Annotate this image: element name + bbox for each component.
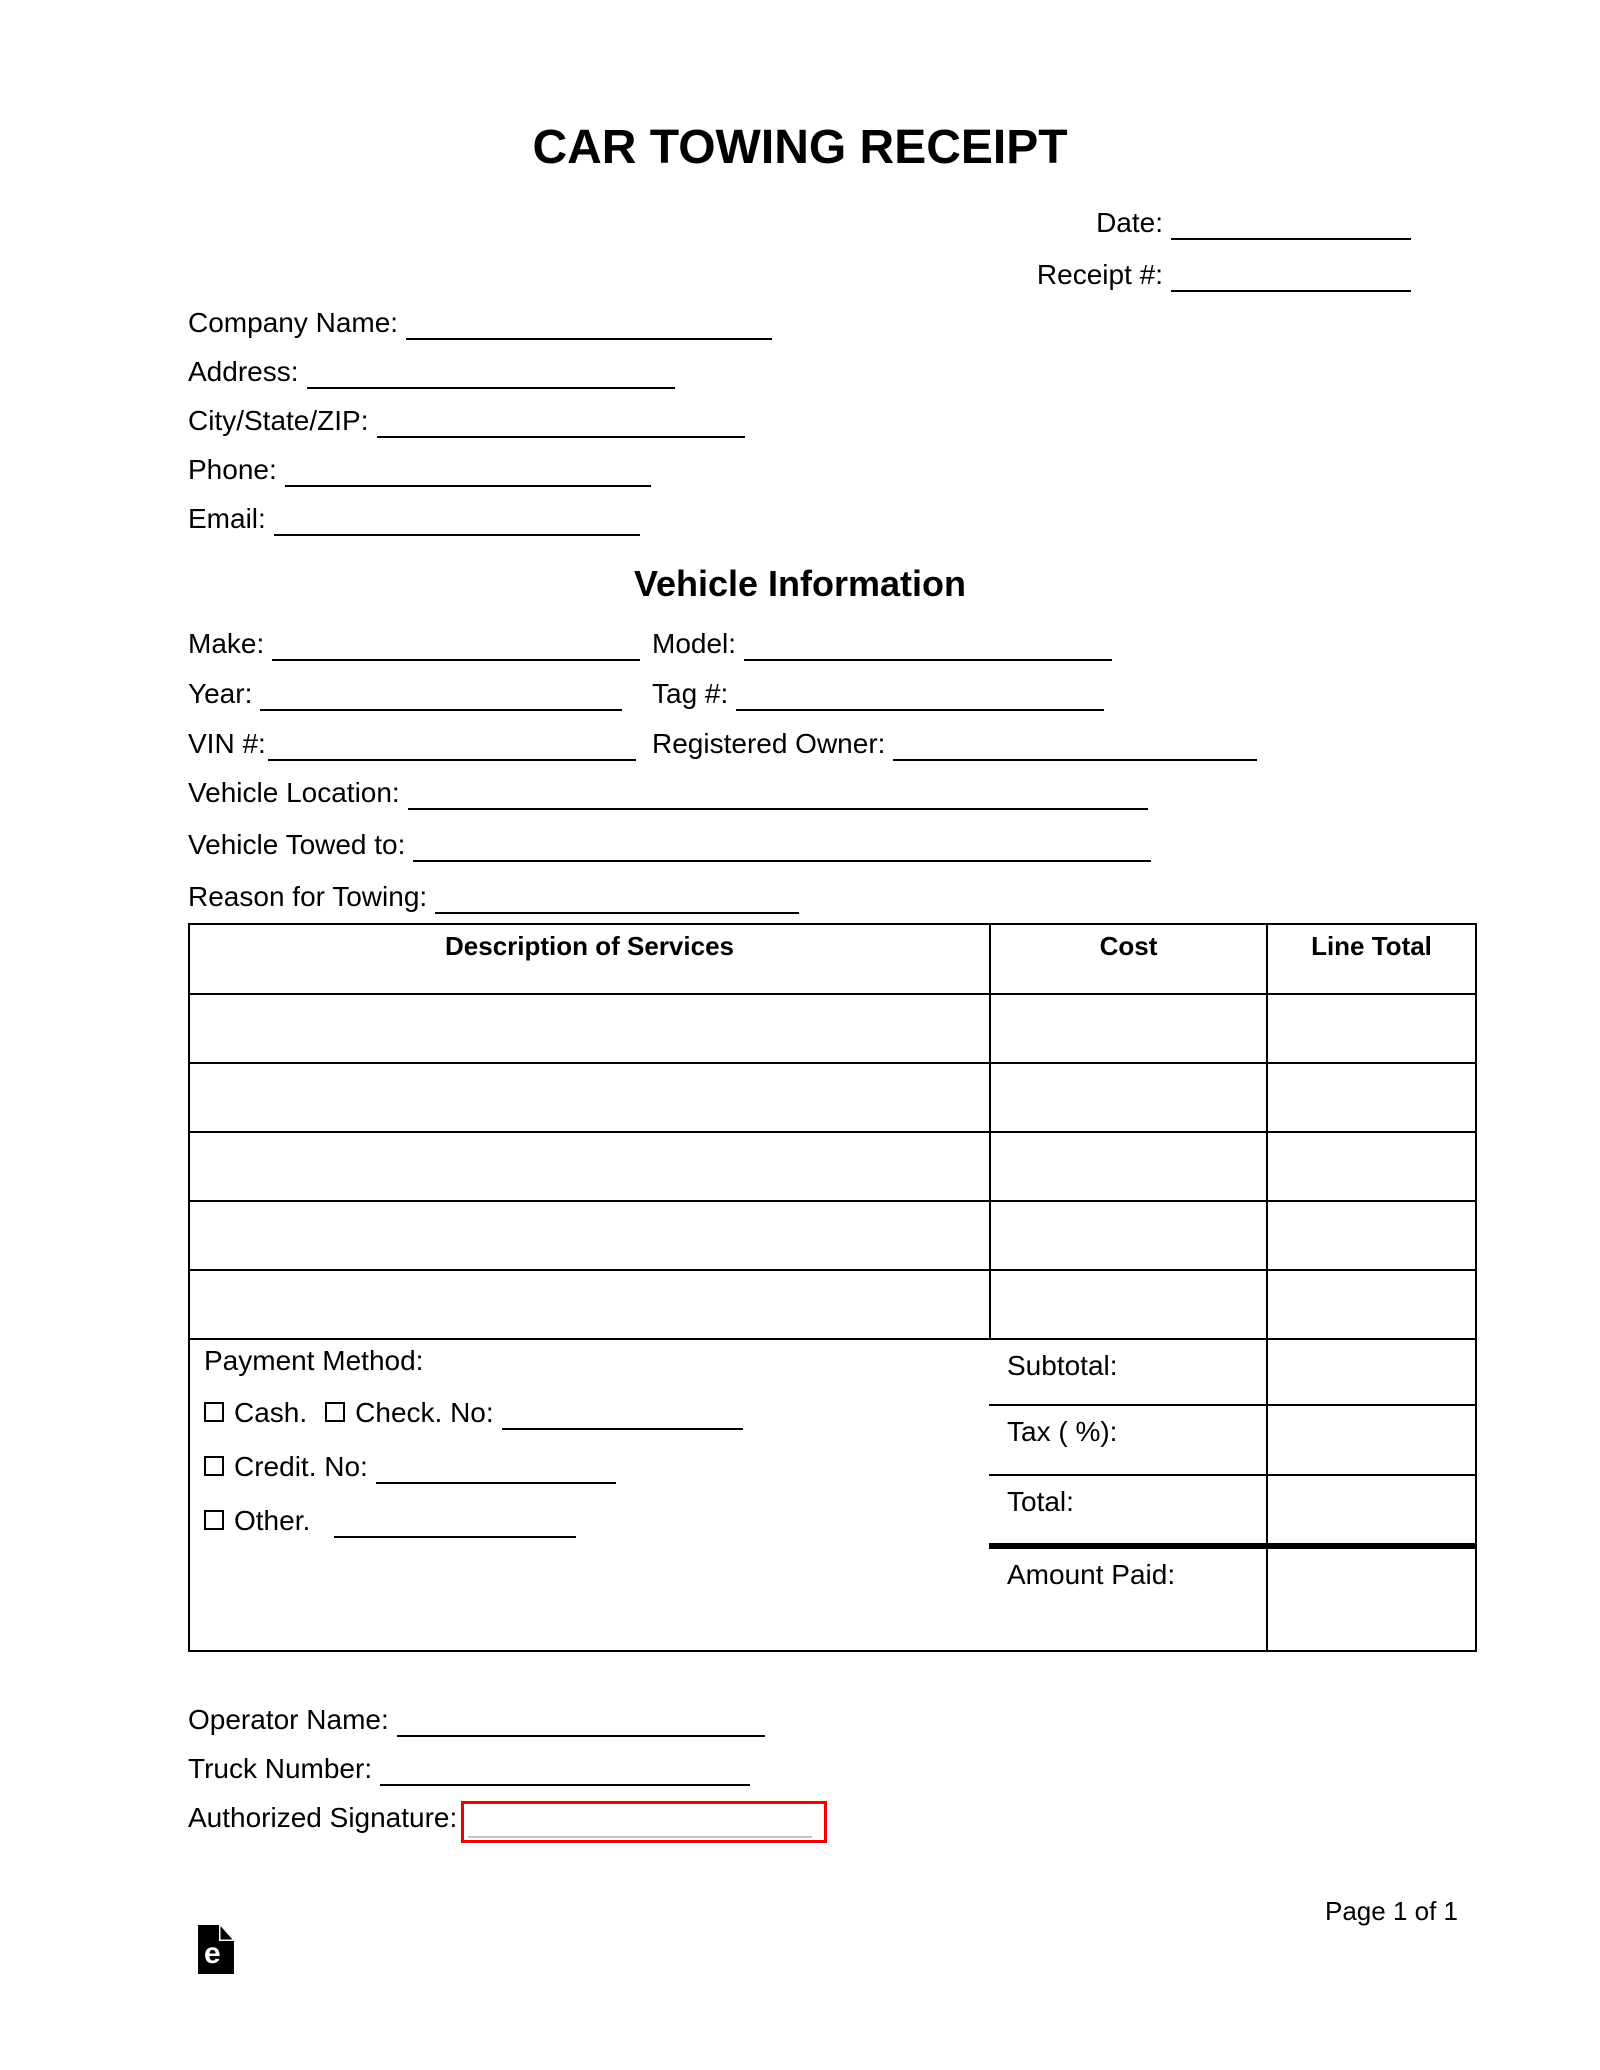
service-row <box>190 993 1475 1062</box>
operator-name-label: Operator Name: <box>188 1704 389 1735</box>
service-row <box>190 1200 1475 1269</box>
page-title: CAR TOWING RECEIPT <box>532 121 1068 174</box>
date-label: Date: <box>1096 207 1163 238</box>
service-description-cell[interactable] <box>190 1202 989 1269</box>
eforms-logo <box>198 1925 234 1974</box>
email-field[interactable] <box>274 502 640 536</box>
service-line-total-cell[interactable] <box>1266 1202 1475 1269</box>
page-number: Page 1 of 1 <box>1325 1896 1458 1926</box>
receipt-number-label: Receipt #: <box>1036 259 1163 290</box>
service-line-total-cell[interactable] <box>1266 1064 1475 1131</box>
service-line-total-cell[interactable] <box>1266 1271 1475 1338</box>
vehicle-information-heading: Vehicle Information <box>633 563 967 604</box>
truck-number-label: Truck Number: <box>188 1753 373 1784</box>
check-number-label: Check. No: <box>355 1397 494 1428</box>
service-description-cell[interactable] <box>190 995 989 1062</box>
tax-label: Tax ( %): <box>989 1406 1266 1476</box>
service-description-cell[interactable] <box>190 1271 989 1338</box>
payment-method-label: Payment Method: <box>204 1345 424 1376</box>
services-table-header <box>190 925 1475 993</box>
operator-name-row <box>188 1703 827 1752</box>
subtotal-value-cell[interactable] <box>1266 1340 1475 1406</box>
amount-paid-value-cell[interactable] <box>1266 1549 1475 1650</box>
truck-number-field[interactable] <box>380 1752 750 1786</box>
subtotal-label: Subtotal: <box>989 1340 1266 1406</box>
receipt-number-field[interactable] <box>1171 258 1411 292</box>
address-label: Address: <box>188 356 299 387</box>
service-row <box>190 1062 1475 1131</box>
vehicle-location-block <box>188 776 1151 932</box>
vehicle-towed-to-field[interactable] <box>413 828 1151 862</box>
vehicle-towed-to-label: Vehicle Towed to: <box>188 829 406 860</box>
credit-number-label: Credit. No: <box>234 1451 368 1482</box>
service-cost-cell[interactable] <box>989 1133 1266 1200</box>
company-name-row <box>188 306 772 355</box>
phone-field[interactable] <box>285 453 651 487</box>
tag-number-field[interactable] <box>736 677 1104 711</box>
service-line-total-cell[interactable] <box>1266 995 1475 1062</box>
phone-row <box>188 453 772 502</box>
service-row <box>190 1269 1475 1338</box>
company-name-field[interactable] <box>406 306 772 340</box>
year-field[interactable] <box>260 677 622 711</box>
services-table <box>188 923 1477 1652</box>
vehicle-location-field[interactable] <box>408 776 1148 810</box>
authorized-signature-row <box>188 1801 827 1850</box>
model-field[interactable] <box>744 627 1112 661</box>
total-label: Total: <box>989 1476 1266 1549</box>
service-line-total-cell[interactable] <box>1266 1133 1475 1200</box>
vehicle-fields-block <box>188 627 1257 777</box>
receipt-number-row <box>1037 258 1411 310</box>
description-of-services-header: Description of Services <box>445 931 734 961</box>
credit-option-row <box>204 1450 989 1484</box>
company-info-block <box>188 306 772 551</box>
company-name-label: Company Name: <box>188 307 399 338</box>
date-row <box>1037 206 1411 258</box>
cost-header: Cost <box>989 925 1266 993</box>
vin-field[interactable] <box>268 727 636 761</box>
other-label: Other. <box>234 1505 311 1536</box>
check-checkbox[interactable] <box>325 1402 345 1422</box>
make-model-row <box>188 627 1257 677</box>
credit-number-field[interactable] <box>376 1450 616 1484</box>
amount-paid-label: Amount Paid: <box>1007 1559 1176 1590</box>
service-cost-cell[interactable] <box>989 1271 1266 1338</box>
payment-method-cell <box>190 1340 989 1650</box>
truck-number-row <box>188 1752 827 1801</box>
other-field[interactable] <box>334 1504 576 1538</box>
credit-checkbox[interactable] <box>204 1456 224 1476</box>
payment-summary-section <box>190 1338 1475 1650</box>
address-row <box>188 355 772 404</box>
cash-checkbox[interactable] <box>204 1402 224 1422</box>
other-option-row <box>204 1504 989 1538</box>
tag-number-label: Tag #: <box>652 678 729 709</box>
make-label: Make: <box>188 628 265 659</box>
service-cost-cell[interactable] <box>989 1202 1266 1269</box>
signature-block <box>188 1703 827 1850</box>
vehicle-location-label: Vehicle Location: <box>188 777 400 808</box>
receipt-meta <box>1037 206 1411 310</box>
service-rows <box>190 993 1475 1338</box>
year-tag-row <box>188 677 1257 727</box>
phone-label: Phone: <box>188 454 277 485</box>
email-row <box>188 502 772 551</box>
service-description-cell[interactable] <box>190 1064 989 1131</box>
other-checkbox[interactable] <box>204 1510 224 1530</box>
cash-label: Cash. <box>234 1397 308 1428</box>
authorized-signature-box[interactable] <box>461 1801 827 1843</box>
year-label: Year: <box>188 678 253 709</box>
date-field[interactable] <box>1171 206 1411 240</box>
registered-owner-field[interactable] <box>893 727 1257 761</box>
address-field[interactable] <box>307 355 675 389</box>
email-label: Email: <box>188 503 266 534</box>
operator-name-field[interactable] <box>397 1703 765 1737</box>
vin-owner-row <box>188 727 1257 777</box>
logo-letter: e <box>204 1937 221 1970</box>
tax-value-cell[interactable] <box>1266 1406 1475 1476</box>
cash-check-option-row <box>204 1396 989 1430</box>
service-cost-cell[interactable] <box>989 995 1266 1062</box>
reason-for-towing-field[interactable] <box>435 880 799 914</box>
city-state-zip-row <box>188 404 772 453</box>
authorized-signature-label: Authorized Signature: <box>188 1802 458 1833</box>
city-state-zip-field[interactable] <box>377 404 745 438</box>
service-row <box>190 1131 1475 1200</box>
reason-for-towing-label: Reason for Towing: <box>188 881 428 912</box>
total-value-cell[interactable] <box>1266 1476 1475 1549</box>
model-label: Model: <box>652 628 737 659</box>
make-field[interactable] <box>272 627 640 661</box>
check-number-field[interactable] <box>502 1396 743 1430</box>
vehicle-towed-to-row <box>188 828 1151 880</box>
vin-label: VIN #: <box>188 728 266 759</box>
vehicle-location-row <box>188 776 1151 828</box>
line-total-header: Line Total <box>1266 925 1475 993</box>
registered-owner-label: Registered Owner: <box>652 728 886 759</box>
service-description-cell[interactable] <box>190 1133 989 1200</box>
service-cost-cell[interactable] <box>989 1064 1266 1131</box>
city-state-zip-label: City/State/ZIP: <box>188 405 369 436</box>
